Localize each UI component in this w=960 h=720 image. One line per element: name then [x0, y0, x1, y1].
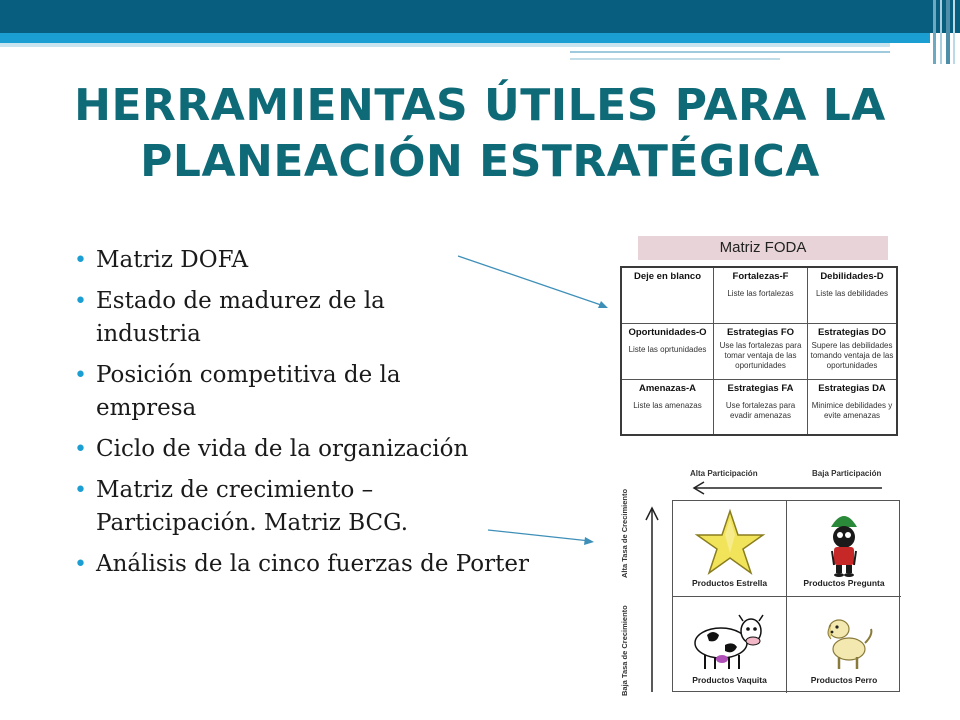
bullet-text: Posición competitiva de la empresa	[96, 362, 401, 421]
foda-cell-head: Estrategias DA	[818, 383, 886, 394]
bullet-text: Matriz de crecimiento – Participación. Matriz BCG.	[96, 477, 409, 536]
slide-title-line-1: HERRAMIENTAS ÚTILES PARA LA	[74, 80, 886, 131]
arrow-to-bcg	[488, 530, 590, 541]
bcg-label-low-share: Baja Participación	[812, 469, 882, 478]
foda-cell-body: Supere las debilidades tomando ventaja de las oportunidades	[810, 341, 894, 370]
bullet-text: Análisis de la cinco fuerzas de Porter	[96, 551, 529, 577]
bcg-quadrant-label: Productos Estrella	[691, 578, 768, 588]
foda-cell-head: Debilidades-D	[820, 271, 884, 282]
foda-cell-body: Use las fortalezas para tomar ventaja de las oportunidades	[719, 341, 802, 370]
bullet-text: Ciclo de vida de la organización	[96, 436, 469, 462]
foda-cell-head: Oportunidades-O	[628, 327, 707, 338]
bcg-label-high-share: Alta Participación	[690, 469, 758, 478]
bcg-quadrant-label: Productos Vaquita	[692, 675, 767, 685]
foda-heading: Matriz FODA	[638, 236, 888, 260]
slide-title-line-2: PLANEACIÓN ESTRATÉGICA	[140, 136, 820, 187]
bcg-label-low-growth: Baja Tasa de Crecimiento	[620, 605, 629, 696]
foda-cell-body: Liste las fortalezas	[727, 289, 794, 298]
foda-cell-head: Estrategias FA	[727, 383, 794, 394]
foda-cell-head: Fortalezas-F	[732, 271, 789, 282]
foda-cell-head: Estrategias FO	[726, 327, 795, 338]
bullet-icon: •	[74, 437, 87, 462]
bullet-icon: •	[74, 552, 87, 577]
foda-cell-head: Deje en blanco	[633, 271, 702, 282]
arrowhead-icon	[598, 301, 608, 308]
foda-cell-body: Liste las amenazas	[633, 401, 702, 410]
arrow-to-foda	[458, 256, 604, 306]
foda-cell-body: Use fortalezas para evadir amenazas	[725, 401, 796, 420]
bullet-icon: •	[74, 289, 87, 314]
bullet-icon: •	[74, 363, 87, 388]
bcg-quadrant-label: Productos Pregunta	[803, 578, 885, 588]
bullet-text: Estado de madurez de la industria	[96, 288, 385, 347]
foda-cell-head: Estrategias DO	[817, 327, 887, 338]
foda-cell-body: Liste las oprtunidades	[628, 345, 707, 354]
bullet-icon: •	[74, 478, 87, 503]
arrowhead-icon	[584, 537, 594, 545]
bullet-icon: •	[74, 248, 87, 273]
bullet-text: Matriz DOFA	[96, 247, 249, 273]
foda-cell-head: Amenazas-A	[638, 383, 697, 394]
bcg-label-high-growth: Alta Tasa de Crecimiento	[620, 488, 629, 578]
bcg-quadrant-label: Productos Perro	[810, 675, 878, 685]
foda-cell-body: Liste las debilidades	[815, 289, 889, 298]
foda-cell-body: Minimice debilidades y evite amenazas	[811, 401, 893, 420]
